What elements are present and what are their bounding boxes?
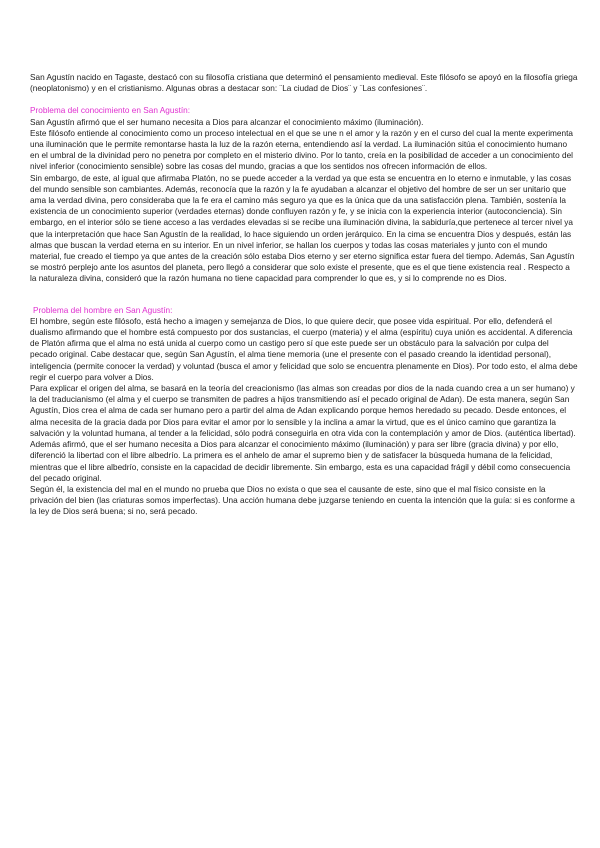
- section-heading-hombre: Problema del hombre en San Agustín:: [33, 305, 173, 315]
- paragraph: Además afirmó, que el ser humano necesita a Dios para alcanzar el conocimiento máximo (iluminación) y para ser libre (gracia divina) y por ello, diferenció la libertad con el libre albedrío. La primera es el anhelo de amar el supremo bien y de satisfacer la búsqueda humana de la felicidad, mientras que el libre albedrío, consiste en la capacidad de decidir libremente. Sin embargo, esta es una capacidad frágil y débil como consecuencia del pecado original.: [30, 440, 571, 483]
- paragraph: Este filósofo entiende al conocimiento como un proceso intelectual en el que se une n el amor y la razón y en el curso del cual la mente experimenta una iluminación que le permite remontarse hasta la luz de la razón eterna, entendiendo así la verdad. La iluminación sitúa el conocimiento humano en el umbral de la divinidad pero no penetra por completo en el misterio divino. Por lo tanto, creía en la posibilidad de acceder a un conocimiento del nivel inferior (conocimiento sensible) sobre las cosas del mundo, gracias a que los sentidos nos ofrecen información de ellos.: [30, 128, 573, 172]
- paragraph: Sin embargo, de este, al igual que afirmaba Platón, no se puede acceder a la verdad ya que esta se encuentra en lo eterno e inmutable, y las cosas del mundo sensible son cambiantes. Además, reconocía que la razón y la fe ayudaban a alcanzar el objetivo del hombre de ser un ser unitario que ama la verdad divina, pero consideraba que la fe era el camino más seguro ya que es la única que da una satisfacción plena. También, sostenía la existencia de un conocimiento superior (verdades eternas) donde confluyen razón y fe, y se inicia con la experiencia interior (autoconciencia). Sin embargo, en el interior sólo se tiene acceso a las verdades elevadas si se recibe una iluminación divina, la sabiduría,que pertenece al tercer nivel ya que la interpretación que hace San Agustín de la realidad, lo hace siguiendo un orden jerárquico. En la cima se encuentra Dios y después, están las almas que buscan la verdad eterna en su interior. En un nivel inferior, se hallan los cuerpos y todas las cosas materiales y junto con el mundo material, fue creado el tiempo ya que antes de la creación sólo estaba Dios eterno y ser eterno significa estar fuera del tiempo. Además, San Agustín se mostró perplejo ante los asuntos del planeta, pero llegó a considerar que solo existe el presente, que es el que tiene existencia real . Respecto a la naturaleza divina, consideró que la razón humana no tiene capacidad para comprender lo que es, y si lo comprende no es Dios.: [30, 173, 575, 284]
- intro-paragraph: San Agustín nacido en Tagaste, destacó con su filosofía cristiana que determinó el pensamiento medieval. Este filósofo se apoyó en la filosofía griega (neoplatonismo) y en el cristianismo. Algunas obras a destacar son: ¨La ciudad de Dios¨ y ¨Las confesiones¨.: [30, 73, 578, 94]
- spacer: [30, 285, 578, 305]
- paragraph: Para explicar el origen del alma, se basará en la teoría del creacionismo (las almas son creadas por dios de la nada cuando crea a un ser humano) y la del traducianismo (el alma y el cuerpo se transmiten de padres a hijos transmitiendo así el pecado original de Adan). De esta manera, según San Agustín, Dios crea el alma de cada ser humano pero a partir del alma de Adan explicando porque hemos heredado su pecado. Desde entonces, el alma necesita de la gracia dada por Dios para evitar el amor por lo sensible y la inclina a amar la virtud, que es el único camino que garantiza la salvación y la voluntad humana, al tender a la felicidad, sólo podrá conseguirla en otra vida con la contemplación y amor de Dios. (auténtica libertad).: [30, 384, 576, 438]
- section-heading-conocimiento: Problema del conocimiento en San Agustín:: [30, 106, 191, 116]
- spacer: [30, 94, 578, 105]
- paragraph: San Agustín afirmó que el ser humano necesita a Dios para alcanzar el conocimiento máximo (iluminación).: [30, 117, 424, 127]
- document-body: [30, 72, 578, 518]
- paragraph: Según él, la existencia del mal en el mundo no prueba que Dios no exista o que sea el causante de este, sino que el mal físico consiste en la privación del bien (las criaturas somos imperfectas). Una acción humana debe juzgarse teniendo en cuenta la intención que la guía: si es conforme a la ley de Dios será buena; si no, será pecado.: [30, 484, 575, 517]
- paragraph: El hombre, según este filósofo, está hecho a imagen y semejanza de Dios, lo que quiere decir, que posee vida espiritual. Por ello, defenderá el dualismo afirmando que el hombre está compuesto por dos sustancias, el cuerpo (materia) y el alma (espíritu) cuya unión es accidental. A diferencia de Platón afirma que el alma no está unida al cuerpo como un castigo pero sí que este puede ser un obstáculo para la salvación por culpa del pecado original. Cabe destacar que, según San Agustín, el alma tiene memoria (une el presente con el pasado creando la identidad personal), inteligencia (permite conocer la verdad) y voluntad (busca el amor y felicidad que solo se encuentra plenamente en Dios). Por todo esto, el alma debe regir el cuerpo para volver a Dios.: [30, 316, 578, 382]
